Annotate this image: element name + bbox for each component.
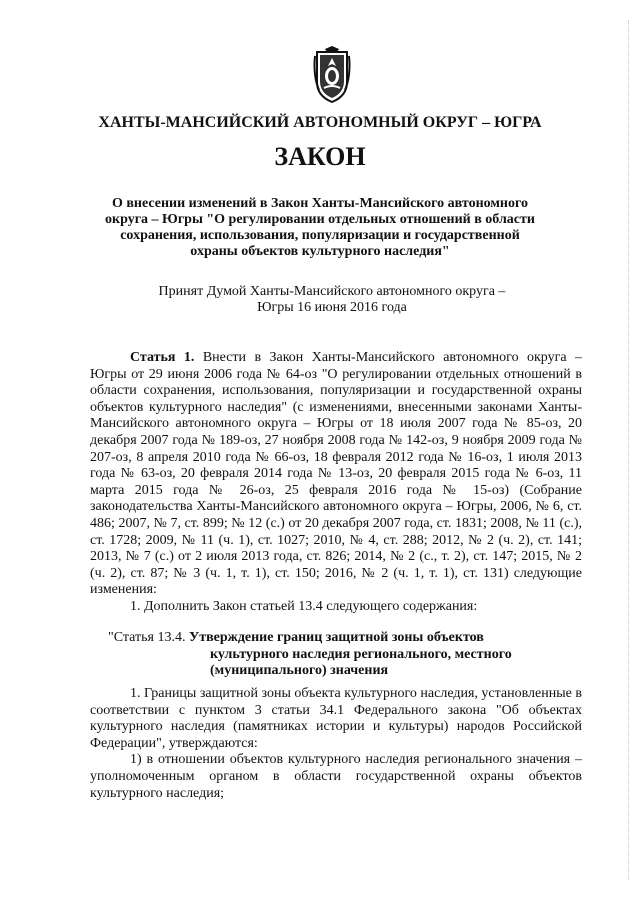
document-type-title: ЗАКОН [274,142,366,171]
article-1 [90,350,582,616]
article-13-4-number: "Статья 13.4. [108,630,186,645]
article-1-paragraph [90,350,582,599]
article-1-text: Внести в Закон Ханты-Мансийского автономного округа – Югры от 29 июня 2006 года № 64-оз "О регулировании отдельных отношений в области сохранения, использования, популяризации и государственной охраны объектов культурного наследия" (с изменениями, внесенными законами Ханты-Мансийского автономного округа – Югры от 18 июля 2007 года № 85-оз, 20 декабря 2007 года № 189-оз, 27 ноября 2008 года № 142-оз, 9 ноября 2009 года № 207-оз, 8 апреля 2010 года № 66-оз, 18 февраля 2012 года № 16-оз, 1 июля 2013 года № 63-оз, 20 февраля 2014 года № 13-оз, 20 февраля 2015 года № 6-оз, 11 марта 2015 года № 26-оз, 25 февраля 2016 года № 15-оз) (Собрание законодательства Ханты-Мансийского автономного округа – Югры, 2006, № 6, ст. 486; 2007, № 7, ст. 899; № 12 (с.) от 20 декабря 2007 года, ст. 1831; 2008, № 11 (с.), ст. 1728; 2009, № 11 (ч. 1), ст. 1027; 2010, № 4, ст. 288; 2012, № 2 (ч. 2), ст. 141; 2013, № 7 (с.) от 2 июля 2013 года, ст. 826; 2014, № 2 (с., т. 2), ст. 147; 2015, № 2 (ч. 2), ст. 87; № 3 (ч. 1, т. 1), ст. 150; 2016, № 2 (ч. 1, т. 1), ст. 131) следующие изменения: [90,350,582,598]
coat-of-arms-icon [311,46,353,104]
article-13-4-heading [108,630,582,680]
region-title: ХАНТЫ-МАНСИЙСКИЙ АВТОНОМНЫЙ ОКРУГ – ЮГРА [98,114,542,131]
article-13-4-title: Утверждение границ защитной зоны объектов [188,630,484,645]
article-13-4-paragraph-1: 1. Границы защитной зоны объекта культурного наследия, установленные в соответствии с пунктом 3 статьи 34.1 Федерального закона "Об объектах культурного наследия (памятниках истории и культуры) народов Российской Федерации", утверждаются: [90,686,582,751]
article-13-4-body [90,686,582,802]
law-subject: О внесении изменений в Закон Ханты-Мансийского автономного округа – Югры "О регулировании отдельных отношений в области сохранения, использования, популяризации и государственной охраны объектов культурного наследия" [105,196,535,259]
article-13-4-paragraph-2: 1) в отношении объектов культурного наследия регионального значения – уполномоченным органом в области государственной охраны объектов культурного наследия; [90,752,582,801]
adoption-note: Принят Думой Ханты-Мансийского автономного округа – Югры 16 июня 2016 года [158,284,506,315]
article-1-item-1: 1. Дополнить Закон статьей 13.4 следующего содержания: [130,598,478,614]
article-13-4-title-continuation: культурного наследия регионального, местного (муниципального) значения [210,646,512,679]
article-1-label: Статья 1. [130,350,195,365]
